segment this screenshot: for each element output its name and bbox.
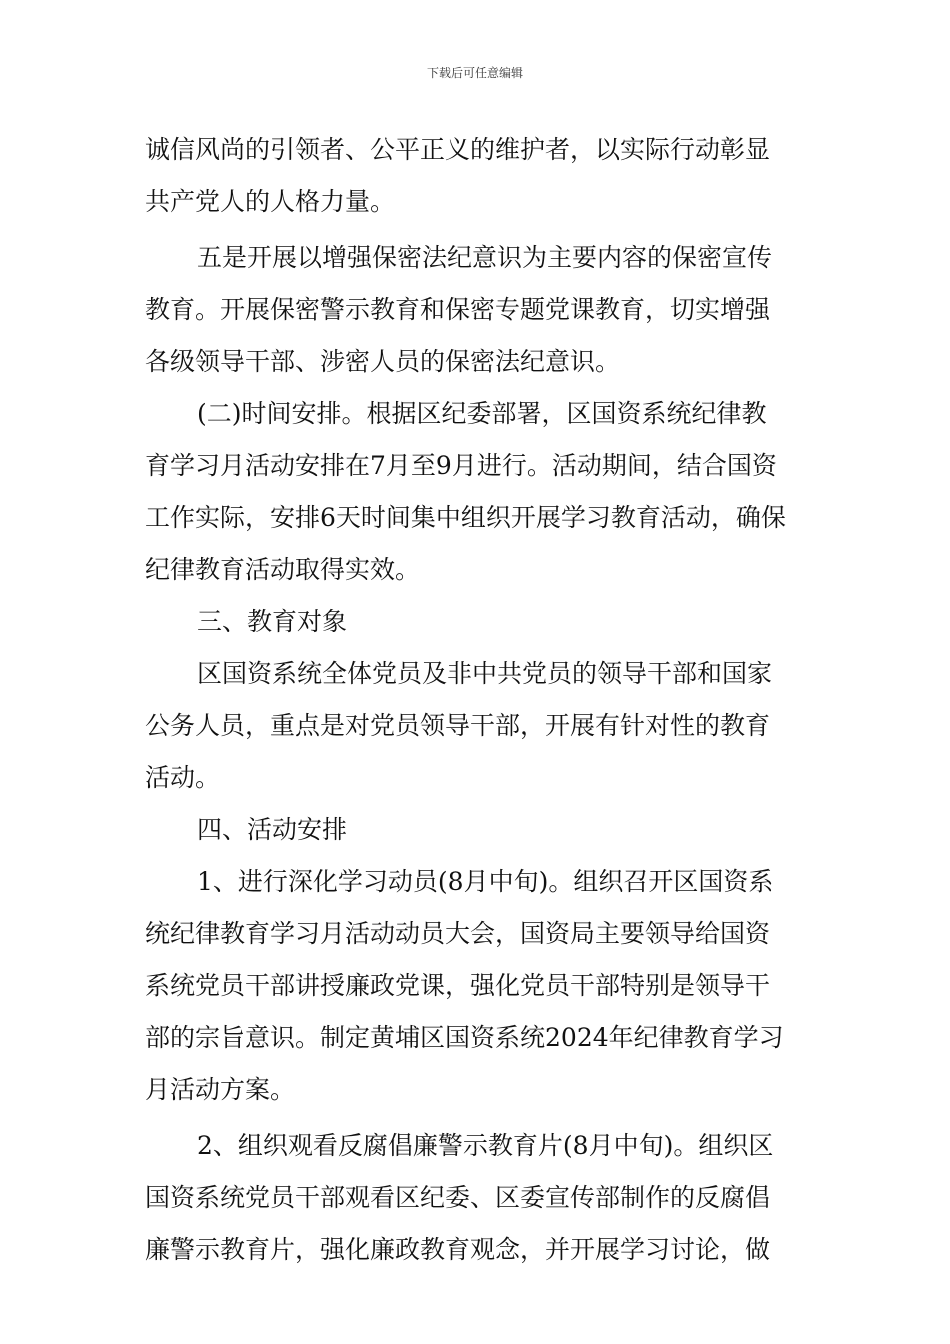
text-line: 各级领导干部、涉密人员的保密法纪意识。	[145, 347, 621, 376]
text-line: 活动。	[145, 763, 221, 792]
paragraph-start-line: (二)时间安排。根据区纪委部署，区国资系统纪律教	[197, 399, 767, 428]
paragraph-start-line: 2、组织观看反腐倡廉警示教育片(8月中旬)。组织区	[197, 1131, 774, 1160]
section-heading: 三、教育对象	[197, 607, 348, 636]
text-line: 育学习月活动安排在7月至9月进行。活动期间，结合国资	[145, 451, 777, 480]
section-heading: 四、活动安排	[197, 815, 348, 844]
text-line: 公务人员，重点是对党员领导干部，开展有针对性的教育	[145, 711, 771, 740]
text-line: 月活动方案。	[145, 1075, 296, 1104]
text-line: 工作实际，安排6天时间集中组织开展学习教育活动，确保	[145, 503, 786, 532]
paragraph-start-line: 1、进行深化学习动员(8月中旬)。组织召开区国资系	[197, 867, 774, 896]
text-line: 部的宗旨意识。制定黄埔区国资系统2024年纪律教育学习	[145, 1023, 784, 1052]
text-line: 纪律教育活动取得实效。	[145, 555, 421, 584]
paragraph-start-line: 五是开展以增强保密法纪意识为主要内容的保密宣传	[197, 243, 773, 272]
text-line: 廉警示教育片，强化廉政教育观念，并开展学习讨论，做	[145, 1235, 771, 1264]
text-line: 国资系统党员干部观看区纪委、区委宣传部制作的反腐倡	[145, 1183, 771, 1212]
text-line: 统纪律教育学习月活动动员大会，国资局主要领导给国资	[145, 919, 771, 948]
text-line: 诚信风尚的引领者、公平正义的维护者，以实际行动彰显	[145, 135, 771, 164]
paragraph-start-line: 区国资系统全体党员及非中共党员的领导干部和国家	[197, 659, 773, 688]
document-body	[145, 124, 810, 1276]
page-header: 下载后可任意编辑	[426, 66, 523, 80]
text-line: 教育。开展保密警示教育和保密专题党课教育，切实增强	[145, 295, 771, 324]
text-line: 共产党人的人格力量。	[145, 187, 396, 216]
text-line: 系统党员干部讲授廉政党课，强化党员干部特别是领导干	[145, 971, 771, 1000]
